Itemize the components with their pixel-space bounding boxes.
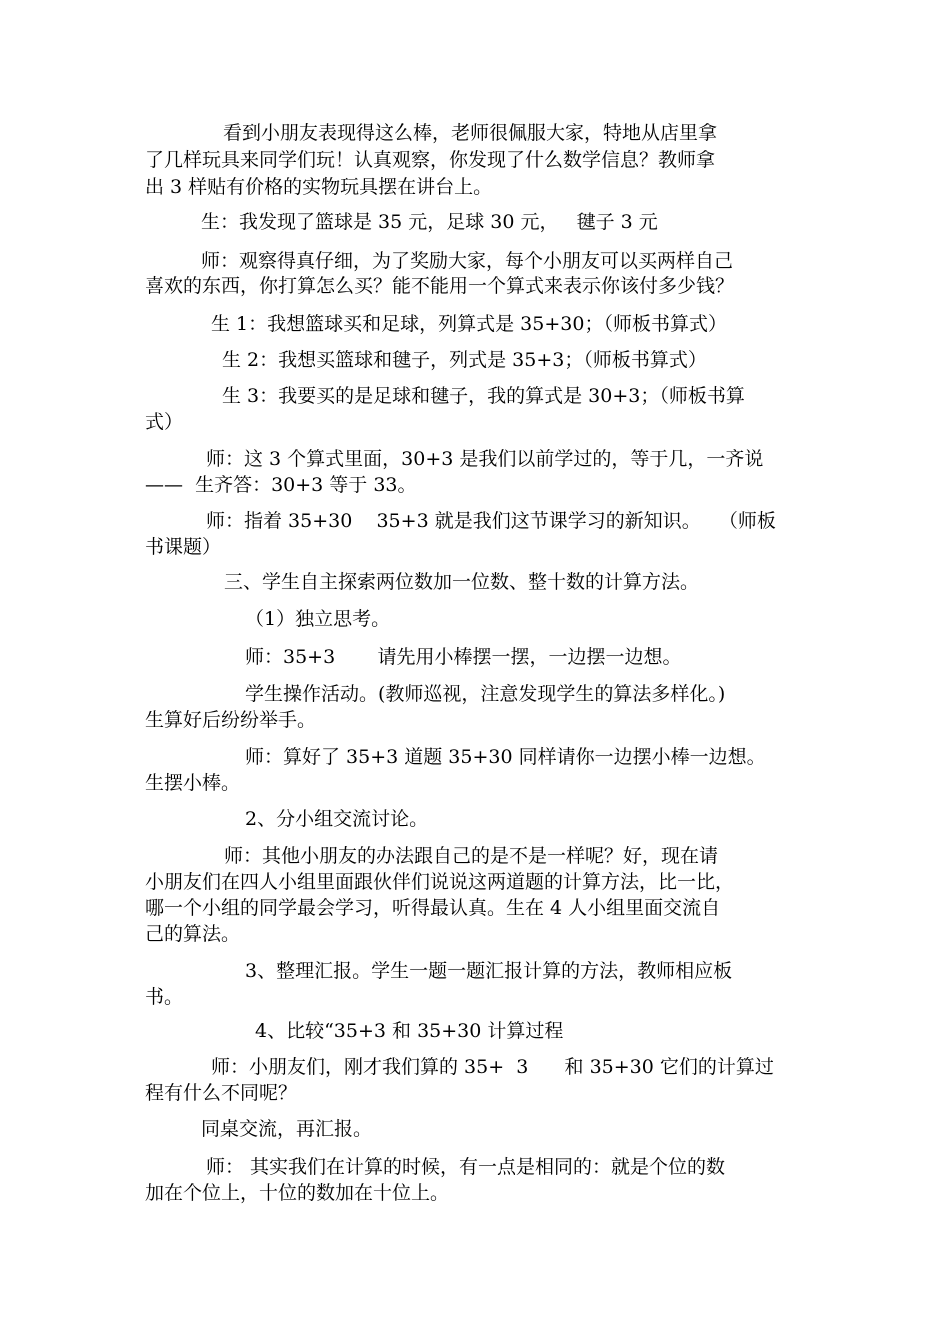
document-page: 看到小朋友表现得这么棒，老师很佩服大家，特地从店里拿 了几样玩具来同学们玩！认真观察，你发现了什么数学信息？教师拿 出 3 样贴有价格的实物玩具摆在讲台上。 生：我发现了篮球是 35 元，足球 30 元， 毽子 3 元 师：观察得真仔细，为了奖励大家，每个小朋友可以买两样自己 喜欢的东西，你打算怎么买？能不能用一个算式来表示你该付多少钱？ 生 1：我想篮球买和足球，列算式是 35+30；（师板书算式） 生 2：我想买篮球和毽子，列式是 35+3；（师板书算式） 生 3：我要买的是足球和毽子，我的算式是 30+3；（师板书算 式） 师：这 3 个算式里面，30+3 是我们以前学过的，等于几，一齐说 —— 生齐答：30+3 等于 33。 师：指着 35+30 35+3 就是我们这节课学习的新知识。 （师板 书课题） 三、学生自主探索两位数加一位数、整十数的计算方法。 （1）独立思考。 师：35+3 请先用小棒摆一摆，一边摆一边想。 学生操作活动。(教师巡视，注意发现学生的算法多样化。) 生算好后纷纷举手。 师：算好了 35+3 道题 35+30 同样请你一边摆小棒一边想。 生摆小棒。 2、分小组交流讨论。 师：其他小朋友的办法跟自己的是不是一样呢？好，现在请 小朋友们在四人小组里面跟伙伴们说说这两道题的计算方法，比一比， 哪一个小组的同学最会学习，听得最认真。生在 4 人小组里面交流自 己的算法。 3、整理汇报。学生一题一题汇报计算的方法，教师相应板 书。 4、比较“35+3 和 35+30 计算过程 师：小朋友们，刚才我们算的 35+ 3 和 35+30 它们的计算过 程有什么不同呢？ 同桌交流，再汇报。 师： 其实我们在计算的时候，有一点是相同的：就是个位的数 加在个位上，十位的数加在十位上。 (145, 122, 776, 1204)
